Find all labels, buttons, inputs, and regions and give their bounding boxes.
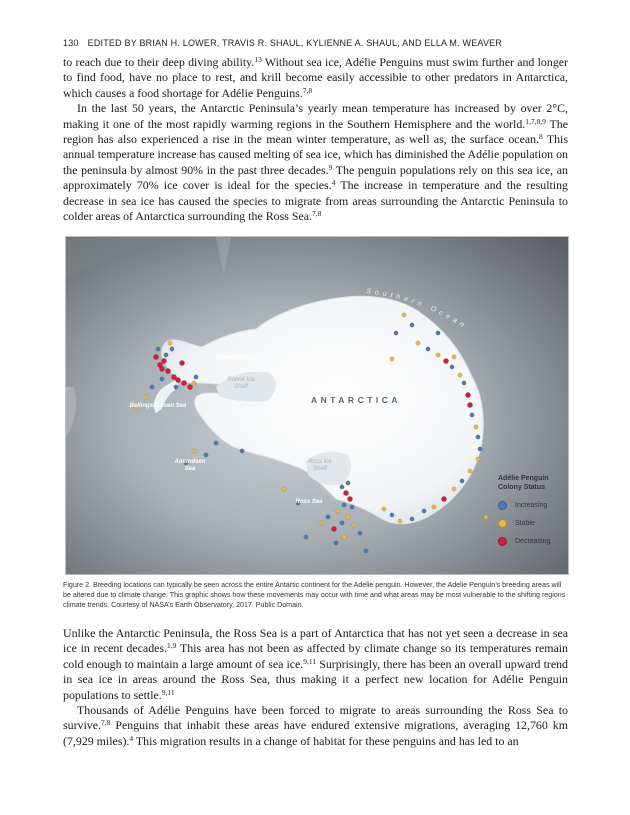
citation: 4 <box>129 733 134 743</box>
citation: 7,8 <box>100 718 111 728</box>
citation: 13 <box>254 55 262 64</box>
citation: 9,11 <box>161 687 175 697</box>
text-run: Surprisingly, there has been an overall upward trend in sea ice in areas around the Ross Sea, thus making it a perfect new location for Adélie Penguin populations to settle. <box>63 656 568 702</box>
antarctica-map-figure <box>65 236 569 575</box>
text-run: This annual temperature increase has caused melting of sea ice, which has diminished the Adélie population on the peninsula by almost 90% in the past three decades. <box>63 132 568 177</box>
text-run: Thousands of Adélie Penguins have been forced to migrate to areas surrounding the Ross Sea to survive. <box>63 703 568 733</box>
decreasing-dot-icon <box>498 537 507 546</box>
legend-label: Increasing <box>515 502 548 509</box>
increasing-dot-icon <box>498 501 507 510</box>
text-run: The region has also experienced a rise in the mean winter temperature, as well as, the surface ocean. <box>63 116 568 147</box>
label-ross-ice-shelf: Ross Ice Shelf <box>308 459 332 472</box>
legend <box>498 474 566 546</box>
label-ross-sea: Ross Sea <box>295 499 323 505</box>
text-run: This area has not been as affected by climate change so its temperatures remain cold enough to maintain a large amount of sea ice. <box>63 641 568 671</box>
text-run: The increase in temperature and the resulting decrease in sea ice has caused the species to migrate from areas surrounding the Antarctic Peninsula to colder areas of Antarctica surrounding the Ross Sea. <box>63 178 569 224</box>
running-header <box>63 38 568 48</box>
citation: 1,9 <box>167 641 177 651</box>
paragraph-3 <box>63 626 568 703</box>
running-head: EDITED BY BRIAN H. LOWER, TRAVIS R. SHAUL, KYLIENNE A. SHAUL, AND ELLA M. WEAVER <box>87 38 503 48</box>
figure-caption: Figure 2. Breeding locations can typically be seen across the entire Antartic continent for the Adelie penguin. However, the Adelie Penguin’s breeding areas will be altered due to climate change. This graphic shows how these movements may occur with time and what areas may be most vulnerable to the shifting regions climate trends. Courtesy of NASA’s Earth Observatory, 2017. Public Domain. <box>63 581 566 610</box>
citation: 8 <box>539 132 543 142</box>
citation: 9 <box>328 162 333 172</box>
citation: 7,8 <box>311 209 322 219</box>
text-run: Unlike the Antarctic Peninsula, the Ross Sea is a part of Antarctica that has not yet seen a decrease in sea ice in recent decades. <box>63 626 568 656</box>
label-antarctica: ANTARCTICA <box>310 395 402 405</box>
legend-label: Stable <box>515 520 535 527</box>
citation: 1,7,8,9 <box>525 116 546 126</box>
legend-item-increasing <box>498 501 566 510</box>
body-text-top <box>63 55 568 224</box>
legend-title: Adélie Penguin Colony Status <box>498 475 549 491</box>
paragraph-4 <box>63 703 568 749</box>
label-amundsen-sea: Amundsen Sea <box>174 459 206 472</box>
text-run: This migration results in a change of habitat for these penguins and has led to an <box>133 733 519 748</box>
legend-label: Decreasing <box>515 538 551 545</box>
label-ronne-ice-shelf: Ronne Ice Shelf <box>227 377 255 390</box>
text-run: The penguin populations rely on this sea ice, an approximately 70% ice cover is ideal for the species. <box>63 162 568 193</box>
citation: 9,11 <box>303 656 317 666</box>
text-run: In the last 50 years, the Antarctic Peninsula’s yearly mean temperature has increased by over 2°C, making it one of the most rapidly warming regions in the Southern Hemisphere and the world. <box>63 101 568 131</box>
paragraph-1 <box>63 55 568 101</box>
citation: 7,8 <box>302 85 313 95</box>
legend-item-decreasing <box>498 537 566 546</box>
text-run: Without sea ice, Adélie Penguins must swim further and longer to find food, have no place to rest, and krill become easily accessible to other predators in Antarctica, which causes a food shortage for Adélie Penguins. <box>63 55 568 100</box>
page-number: 130 <box>63 38 79 48</box>
body-text-bottom <box>63 626 568 749</box>
text-run: Penguins that inhabit these areas have endured extensive migrations, averaging 12,760 km (7,929 miles). <box>63 718 568 748</box>
label-weddell-sea: Weddell Sea <box>216 355 252 361</box>
stable-dot-icon <box>498 519 507 528</box>
legend-item-stable <box>498 519 566 528</box>
southern-ocean-label-layer <box>66 237 568 574</box>
paragraph-2 <box>63 101 568 224</box>
label-southern-ocean: Southern Ocean <box>365 287 469 332</box>
citation: 4 <box>331 178 336 188</box>
text-run: to reach due to their deep diving ability. <box>63 55 255 69</box>
label-bellingshausen-sea: Bellingshausen Sea <box>129 403 187 409</box>
